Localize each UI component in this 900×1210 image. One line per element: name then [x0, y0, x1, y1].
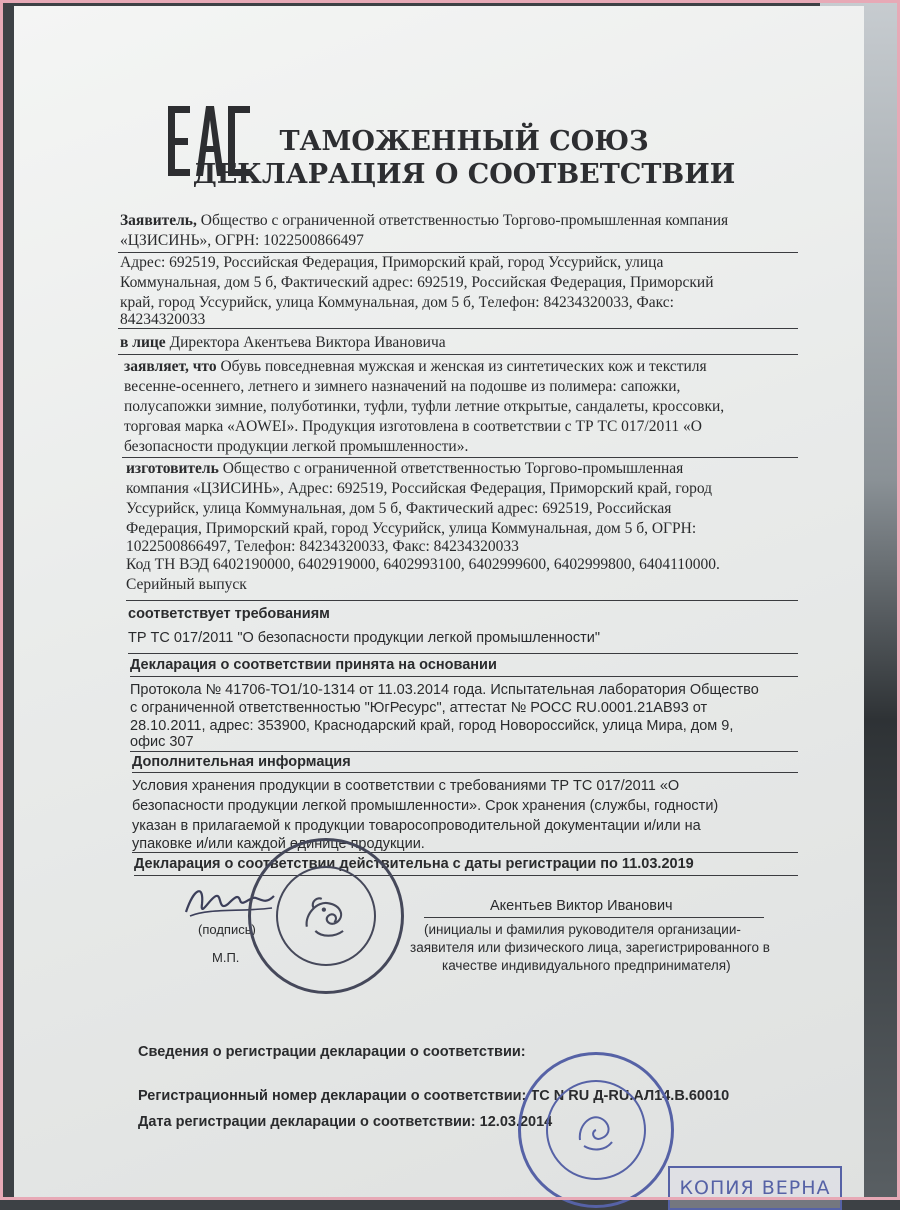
copy-certified-stamp: КОПИЯ ВЕРНА	[668, 1166, 842, 1210]
manufacturer-line-1	[126, 460, 683, 478]
divider	[126, 600, 798, 601]
represented-by-label: в лице	[120, 334, 166, 351]
registration-date-label: Дата регистрации декларации о соответствии:	[138, 1114, 480, 1130]
manufacturer-line-7: Серийный выпуск	[126, 576, 247, 593]
additional-heading: Дополнительная информация	[132, 754, 351, 770]
basis-line-2: с ограниченной ответственностью "ЮгРесурс", аттестат № РОСС RU.0001.21АВ93 от	[130, 700, 708, 716]
manufacturer-line-3: Уссурийск, улица Коммунальная, дом 5 б, Фактический адрес: 692519, Российская	[126, 500, 672, 517]
declares-line-3: полусапожки зимние, полуботинки, туфли, туфли летние открытые, сандалеты, кроссовки,	[124, 398, 725, 415]
signature-caption: (подпись)	[198, 922, 256, 937]
company-stamp	[248, 838, 404, 994]
represented-by-text: Директора Акентьева Виктора Ивановича	[165, 334, 446, 351]
manufacturer-text: Общество с ограниченной ответственностью Торгово-промышленная	[218, 460, 684, 477]
manufacturer-line-5: 1022500866497, Телефон: 84234320033, Факс: 84234320033	[126, 538, 519, 555]
additional-line-3: указан в прилагаемой к продукции товаросопроводительной документации и/или на	[132, 818, 701, 834]
signatory-note-3: качестве индивидуального предпринимателя)	[442, 958, 731, 973]
applicant-line-4: Коммунальная, дом 5 б, Фактический адрес: 692519, Российская Федерация, Приморский	[120, 274, 714, 291]
document-page	[14, 6, 864, 1200]
signatory-note-2: заявителя или физического лица, зарегистрированного в	[410, 940, 770, 955]
declares-text: Обувь повседневная мужская и женская из синтетических кож и текстиля	[216, 358, 707, 375]
manufacturer-line-4: Федерация, Приморский край, город Уссурийск, улица Коммунальная, дом 5 б, ОГРН:	[126, 520, 697, 537]
seal-caption: М.П.	[212, 950, 240, 965]
divider	[134, 875, 798, 876]
registration-heading: Сведения о регистрации декларации о соответствии:	[138, 1044, 526, 1060]
validity-text: Декларация о соответствии действительна с даты регистрации по 11.03.2019	[134, 856, 694, 872]
basis-line-3: 28.10.2011, адрес: 353900, Краснодарский край, город Новороссийск, улица Мира, дом 9,	[130, 718, 734, 734]
additional-line-2: безопасности продукции легкой промышленности». Срок хранения (службы, годности)	[132, 798, 719, 814]
additional-line-4: упаковке и/или каждой единице продукции.	[132, 836, 425, 852]
manufacturer-line-2: компания «ЦЗИСИНЬ», Адрес: 692519, Российская Федерация, Приморский край, город	[126, 480, 713, 497]
registration-stamp	[518, 1052, 674, 1208]
divider	[122, 457, 798, 458]
applicant-line-2: «ЦЗИСИНЬ», ОГРН: 1022500866497	[120, 232, 364, 249]
declares-line-1	[124, 358, 707, 376]
conformity-text: ТР ТС 017/2011 "О безопасности продукции легкой промышленности"	[128, 630, 601, 646]
signatory-name: Акентьев Виктор Иванович	[490, 898, 673, 914]
title-line-2: ДЕКЛАРАЦИЯ О СООТВЕТСТВИИ	[192, 159, 736, 190]
divider	[128, 653, 798, 654]
basis-heading: Декларация о соответствии принята на основании	[130, 657, 497, 673]
divider	[130, 751, 798, 752]
divider	[424, 917, 764, 918]
applicant-line-6: 84234320033	[120, 311, 206, 328]
divider	[132, 852, 798, 853]
registration-date-value: 12.03.2014	[479, 1114, 553, 1130]
registration-date-line	[138, 1114, 552, 1130]
declares-line-5: безопасности продукции легкой промышленности».	[124, 438, 469, 455]
divider	[132, 772, 798, 773]
dragon-emblem-icon	[294, 884, 358, 948]
additional-line-1: Условия хранения продукции в соответствии с требованиями ТР ТС 017/2011 «О	[132, 778, 680, 794]
manufacturer-line-6: Код ТН ВЭД 6402190000, 6402919000, 6402993100, 6402999600, 6402999800, 6404110000.	[126, 556, 720, 573]
basis-line-4: офис 307	[130, 734, 194, 750]
signatory-note-1: (инициалы и фамилия руководителя организации-	[424, 922, 741, 937]
registration-number-label: Регистрационный номер декларации о соответствии:	[138, 1088, 531, 1104]
conformity-heading: соответствует требованиям	[128, 606, 330, 622]
basis-line-1: Протокола № 41706-ТО1/10-1314 от 11.03.2014 года. Испытательная лаборатория Общество	[130, 682, 759, 698]
represented-by-line	[120, 334, 446, 352]
divider	[118, 328, 798, 329]
applicant-line-3: Адрес: 692519, Российская Федерация, Приморский край, город Уссурийск, улица	[120, 254, 664, 271]
applicant-text: Общество с ограниченной ответственностью Торгово-промышленная компания	[196, 212, 729, 229]
manufacturer-label: изготовитель	[126, 460, 219, 477]
declares-line-4: торговая марка «AOWEI». Продукция изготовлена в соответствии с ТР ТС 017/2011 «О	[124, 418, 702, 435]
applicant-line-1	[120, 212, 728, 230]
emblem-icon	[566, 1100, 626, 1160]
applicant-line-5: край, город Уссурийск, улица Коммунальная, дом 5 б, Телефон: 84234320033, Факс:	[120, 294, 674, 311]
divider	[130, 676, 798, 677]
declares-label: заявляет, что	[124, 358, 217, 375]
divider	[118, 354, 798, 355]
applicant-label: Заявитель,	[120, 212, 197, 229]
declares-line-2: весенне-осеннего, летнего и зимнего назначений на подошве из полимера: сапожки,	[124, 378, 681, 395]
title-line-1: ТАМОЖЕННЫЙ СОЮЗ	[279, 126, 649, 157]
divider	[118, 252, 798, 253]
registration-number-value: ТС N RU Д-RU.АЛ14.В.60010	[530, 1088, 730, 1104]
